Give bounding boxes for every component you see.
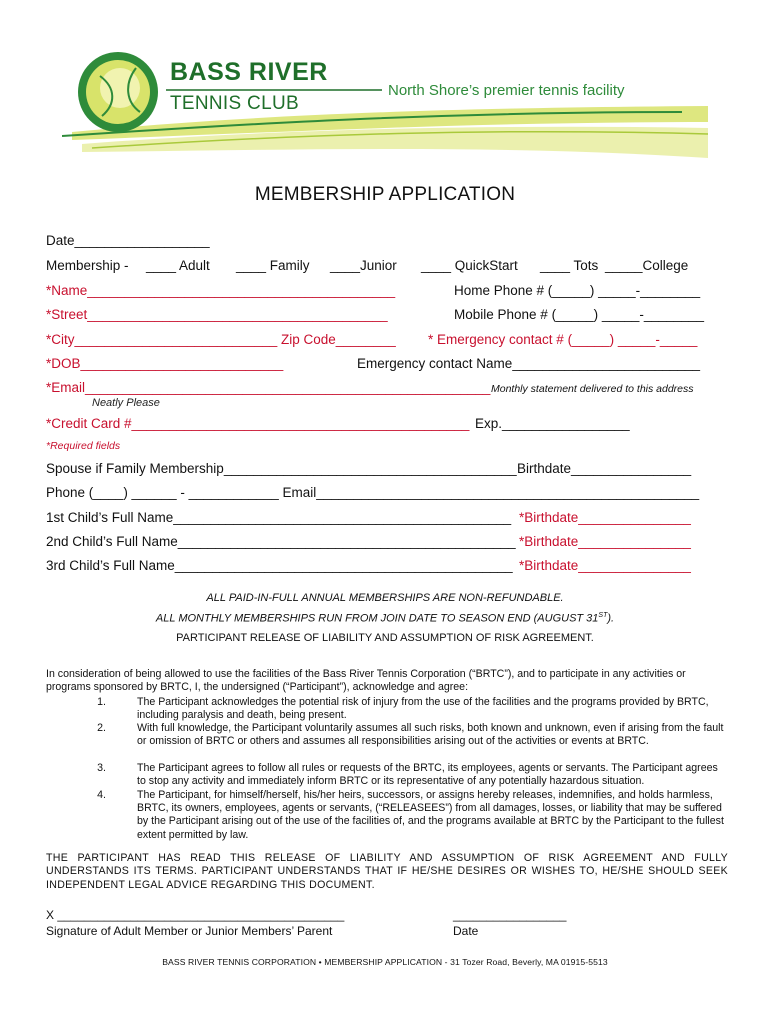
monthly-note-text: ALL MONTHLY MEMBERSHIPS RUN FROM JOIN DATE TO SEASON END (AUGUST 31 bbox=[155, 612, 599, 625]
acknowledgement-statement: THE PARTICIPANT HAS READ THIS RELEASE OF LIABILITY AND ASSUMPTION OF RISK AGREEMENT AND FULLY UNDERSTANDS ITS TERMS. PARTICIPANT UNDERSTANDS THAT IF HE/SHE DESIRES OR WISHES TO, HE/SHE SHOULD SEEK INDEPENDENT LEGAL ADVICE REGARDING THIS DOCUMENT. bbox=[46, 852, 728, 891]
monthly-note bbox=[0, 612, 770, 625]
emergency-name-field[interactable]: Emergency contact Name_________________________ bbox=[357, 356, 701, 371]
waiver-item-text: The Participant agrees to follow all rules or requests of the BRTC, its employees, agents or servants. The Participant agrees to stop any activity and immediately inform BRTC or its representative of any potentially hazardous situation. bbox=[137, 762, 718, 788]
phone-email-field[interactable]: Phone (____) ______ - ____________ Email___________________________________________________ bbox=[46, 485, 700, 500]
child3-name-field[interactable]: 3rd Child’s Full Name_____________________________________________ bbox=[46, 558, 513, 573]
spouse-birthdate-field[interactable]: Birthdate________________ bbox=[517, 461, 692, 476]
signature-date-line[interactable]: _________________ bbox=[453, 908, 567, 922]
waiver-item-text: With full knowledge, the Participant voluntarily assumes all such risks, both known and unknown, even if arising from the fault or omission of BRTC or others and assumes all responsibilities arising out of the activities or events at BRTC. bbox=[137, 722, 724, 748]
membership-quickstart-option[interactable]: ____ QuickStart bbox=[421, 258, 518, 273]
monthly-note-end: ). bbox=[607, 612, 615, 625]
membership-adult-option[interactable]: ____ Adult bbox=[146, 258, 210, 273]
nonrefundable-note: ALL PAID-IN-FULL ANNUAL MEMBERSHIPS ARE NON-REFUNDABLE. bbox=[206, 592, 564, 604]
signature-label: Signature of Adult Member or Junior Members’ Parent bbox=[46, 924, 333, 938]
waiver-item-number: 1. bbox=[97, 696, 106, 708]
city-zip-text: *City___________________________ Zip Code________ bbox=[46, 332, 396, 347]
emergency-contact-text: * Emergency contact # (_____) _____-_____ bbox=[428, 332, 698, 347]
home-phone-field[interactable]: Home Phone # (_____) _____-________ bbox=[454, 283, 701, 298]
membership-junior-option[interactable]: ____Junior bbox=[330, 258, 397, 273]
signature-date-label: Date bbox=[453, 924, 479, 938]
club-logo-banner bbox=[62, 48, 708, 162]
mobile-phone-field[interactable]: Mobile Phone # (_____) _____-________ bbox=[454, 307, 704, 322]
street-field[interactable]: *Street________________________________________ bbox=[46, 307, 388, 322]
page-footer: BASS RIVER TENNIS CORPORATION • MEMBERSHIP APPLICATION - 31 Tozer Road, Beverly, MA 01915-5513 bbox=[162, 957, 608, 967]
release-title: PARTICIPANT RELEASE OF LIABILITY AND ASSUMPTION OF RISK AGREEMENT. bbox=[176, 632, 594, 644]
child2-name-field[interactable]: 2nd Child’s Full Name_____________________________________________ bbox=[46, 534, 516, 549]
exp-field[interactable]: Exp._________________ bbox=[475, 416, 630, 431]
waiver-item-number: 2. bbox=[97, 722, 106, 734]
email-field[interactable]: *Email______________________________________________________ bbox=[46, 380, 491, 395]
logo-graphic bbox=[62, 48, 708, 162]
waiver-item-text: The Participant acknowledges the potential risk of injury from the use of the facilities and the programs provided by BRTC, including paralysis and death, being present. bbox=[137, 696, 709, 722]
logo-tagline: North Shore’s premier tennis facility bbox=[388, 82, 625, 99]
email-note: Monthly statement delivered to this address bbox=[491, 383, 694, 395]
membership-college-option[interactable]: _____College bbox=[605, 258, 689, 273]
credit-card-field[interactable]: *Credit Card #_____________________________________________ bbox=[46, 416, 470, 431]
dob-field[interactable]: *DOB___________________________ bbox=[46, 356, 284, 371]
monthly-note-sup: ST bbox=[598, 612, 608, 619]
page-title: MEMBERSHIP APPLICATION bbox=[254, 184, 516, 205]
signature-line[interactable]: X ___________________________________________ bbox=[46, 908, 345, 922]
child3-birthdate-field[interactable]: *Birthdate_______________ bbox=[519, 558, 691, 573]
date-field[interactable]: Date__________________ bbox=[46, 233, 210, 248]
logo-name-line1: BASS RIVER bbox=[170, 58, 328, 86]
membership-label: Membership - bbox=[46, 258, 129, 273]
neatly-please-note: Neatly Please bbox=[92, 397, 160, 409]
child1-birthdate-field[interactable]: *Birthdate_______________ bbox=[519, 510, 691, 525]
membership-family-option[interactable]: ____ Family bbox=[236, 258, 310, 273]
waiver-item-number: 3. bbox=[97, 762, 106, 774]
membership-tots-option[interactable]: ____ Tots bbox=[540, 258, 599, 273]
child2-birthdate-field[interactable]: *Birthdate_______________ bbox=[519, 534, 691, 549]
waiver-intro: In consideration of being allowed to use the facilities of the Bass River Tennis Corporation (“BRTC”), and to participate in any activities or programs sponsored by BRTC, I, the undersigned (“Participant”), acknowledge and agree: bbox=[46, 668, 686, 694]
child1-name-field[interactable]: 1st Child’s Full Name_____________________________________________ bbox=[46, 510, 512, 525]
waiver-item-text: The Participant, for himself/herself, his/her heirs, successors, or assigns hereby releases, indemnifies, and holds harmless, BRTC, its owners, employees, agents or servants, (“RELEASEES”) from all damages, losses, or liability that may be suffered by the Participant arising out of the use of the facilities of, and the programs available at BRTC by the Participant to the fullest extent permitted by law. bbox=[137, 789, 724, 841]
logo-name-line2: TENNIS CLUB bbox=[170, 93, 299, 114]
name-field[interactable]: *Name_________________________________________ bbox=[46, 283, 396, 298]
city-zip-field[interactable] bbox=[46, 332, 396, 347]
emergency-contact-field[interactable] bbox=[428, 332, 697, 347]
spouse-field[interactable]: Spouse if Family Membership_______________________________________ bbox=[46, 461, 517, 476]
waiver-item-number: 4. bbox=[97, 789, 106, 801]
required-fields-note: *Required fields bbox=[46, 440, 121, 452]
